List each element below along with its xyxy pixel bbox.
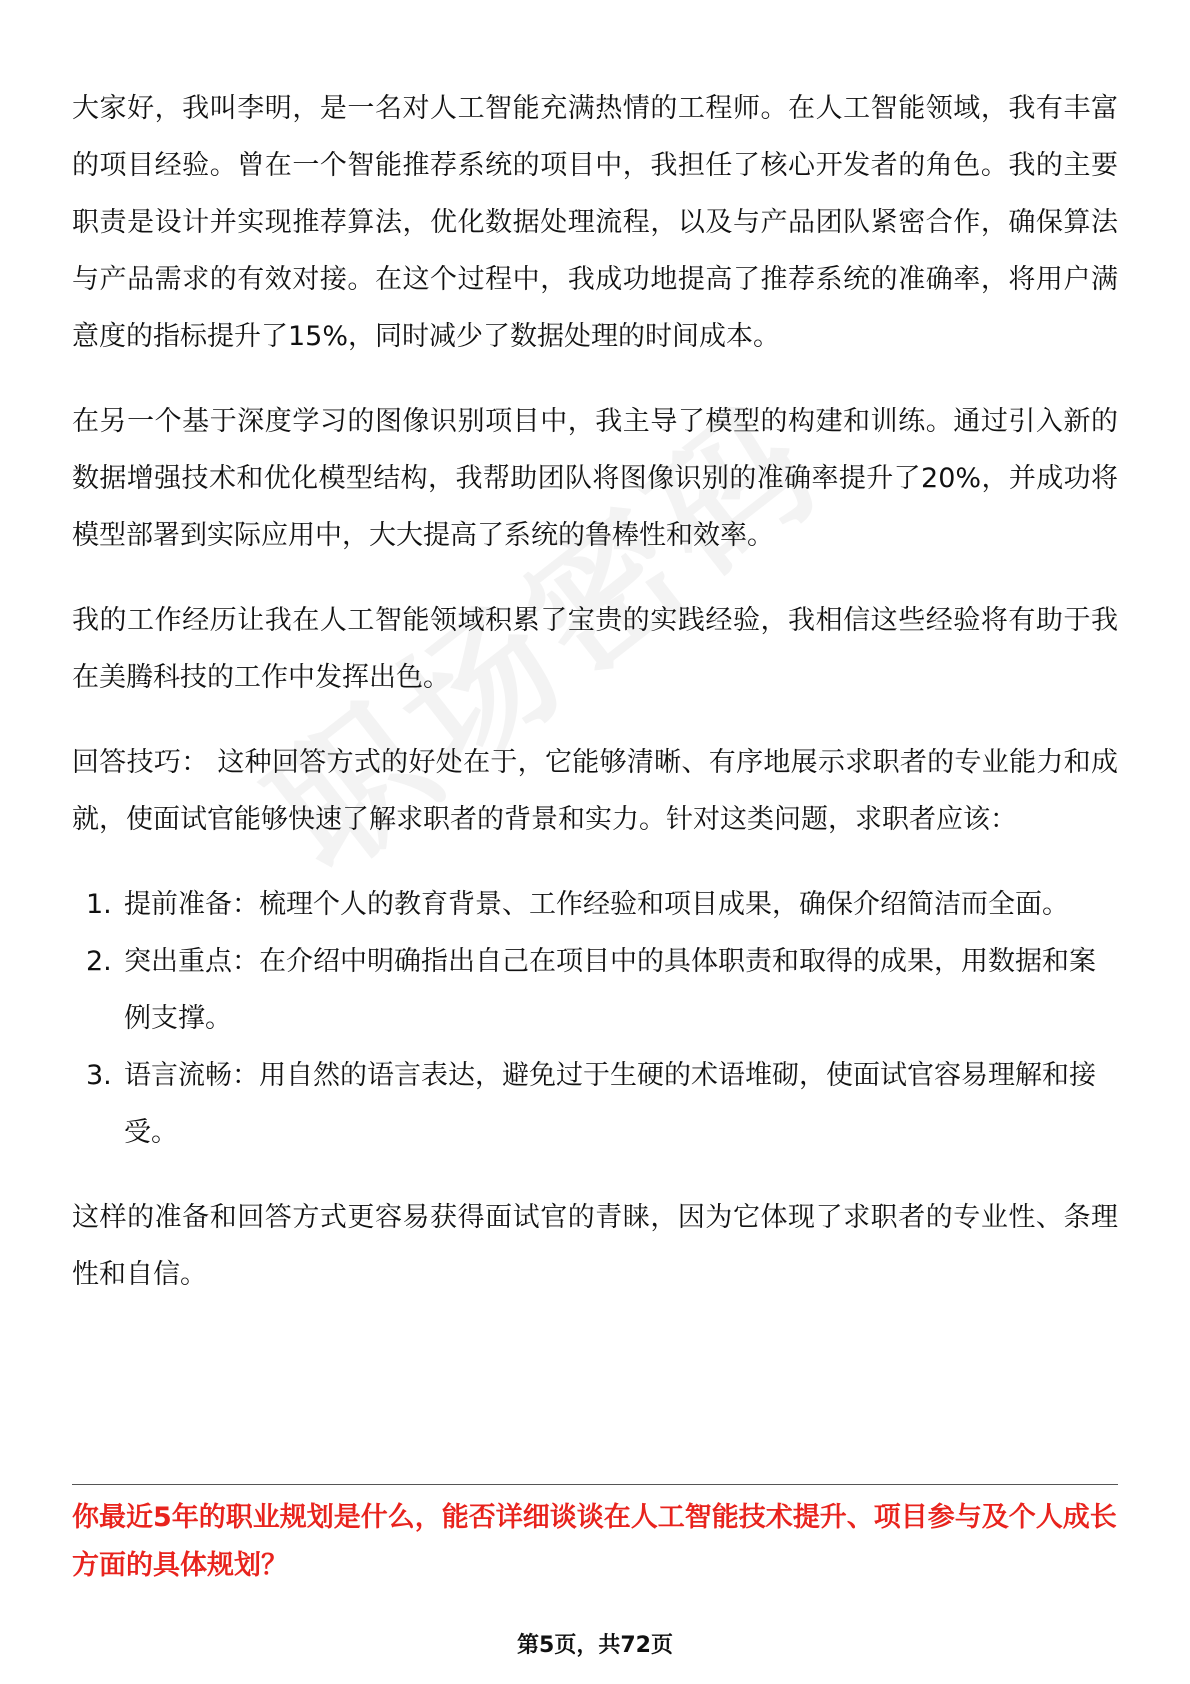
spacer: [72, 848, 1118, 876]
list-number: 1.: [86, 889, 112, 920]
spacer: [72, 564, 1118, 592]
paragraph-intro: 大家好，我叫李明，是一名对人工智能充满热情的工程师。在人工智能领域，我有丰富的项目经验。曾在一个智能推荐系统的项目中，我担任了核心开发者的角色。我的主要职责是设计并实现推荐算法，优化数据处理流程，以及与产品团队紧密合作，确保算法与产品需求的有效对接。在这个过程中，我成功地提高了推荐系统的准确率，将用户满意度的指标提升了15%，同时减少了数据处理的时间成本。: [72, 93, 1118, 352]
list-number: 3.: [86, 1060, 112, 1091]
spacer: [72, 706, 1118, 734]
paragraph-conclusion: 这样的准备和回答方式更容易获得面试官的青睐，因为它体现了求职者的专业性、条理性和自信。: [72, 1202, 1118, 1290]
list-item: [72, 876, 1118, 933]
tips-list: [72, 876, 1118, 1161]
section-divider: [72, 1484, 1118, 1485]
list-text: 语言流畅：用自然的语言表达，避免过于生硬的术语堆砌，使面试官容易理解和接受。: [124, 1060, 1096, 1148]
interview-question: 你最近5年的职业规划是什么，能否详细谈谈在人工智能技术提升、项目参与及个人成长方面的具体规划？: [72, 1502, 1117, 1581]
list-text: 突出重点：在介绍中明确指出自己在项目中的具体职责和取得的成果，用数据和案例支撑。: [124, 946, 1096, 1034]
spacer: [72, 1161, 1118, 1189]
list-item: [72, 1047, 1118, 1161]
paragraph-tips-intro: 回答技巧： 这种回答方式的好处在于，它能够清晰、有序地展示求职者的专业能力和成就，使面试官能够快速了解求职者的背景和实力。针对这类问题，求职者应该：: [72, 747, 1118, 835]
paragraph-summary: 我的工作经历让我在人工智能领域积累了宝贵的实践经验，我相信这些经验将有助于我在美腾科技的工作中发挥出色。: [72, 605, 1118, 693]
list-item: [72, 933, 1118, 1047]
list-text: 提前准备：梳理个人的教育背景、工作经验和项目成果，确保介绍简洁而全面。: [124, 889, 1069, 920]
spacer: [72, 365, 1118, 393]
page-footer: 第5页，共72页: [517, 1633, 673, 1658]
list-number: 2.: [86, 946, 112, 977]
paragraph-project: 在另一个基于深度学习的图像识别项目中，我主导了模型的构建和训练。通过引入新的数据增强技术和优化模型结构，我帮助团队将图像识别的准确率提升了20%，并成功将模型部署到实际应用中，大大提高了系统的鲁棒性和效率。: [72, 406, 1118, 551]
document-body: [72, 80, 1118, 1303]
